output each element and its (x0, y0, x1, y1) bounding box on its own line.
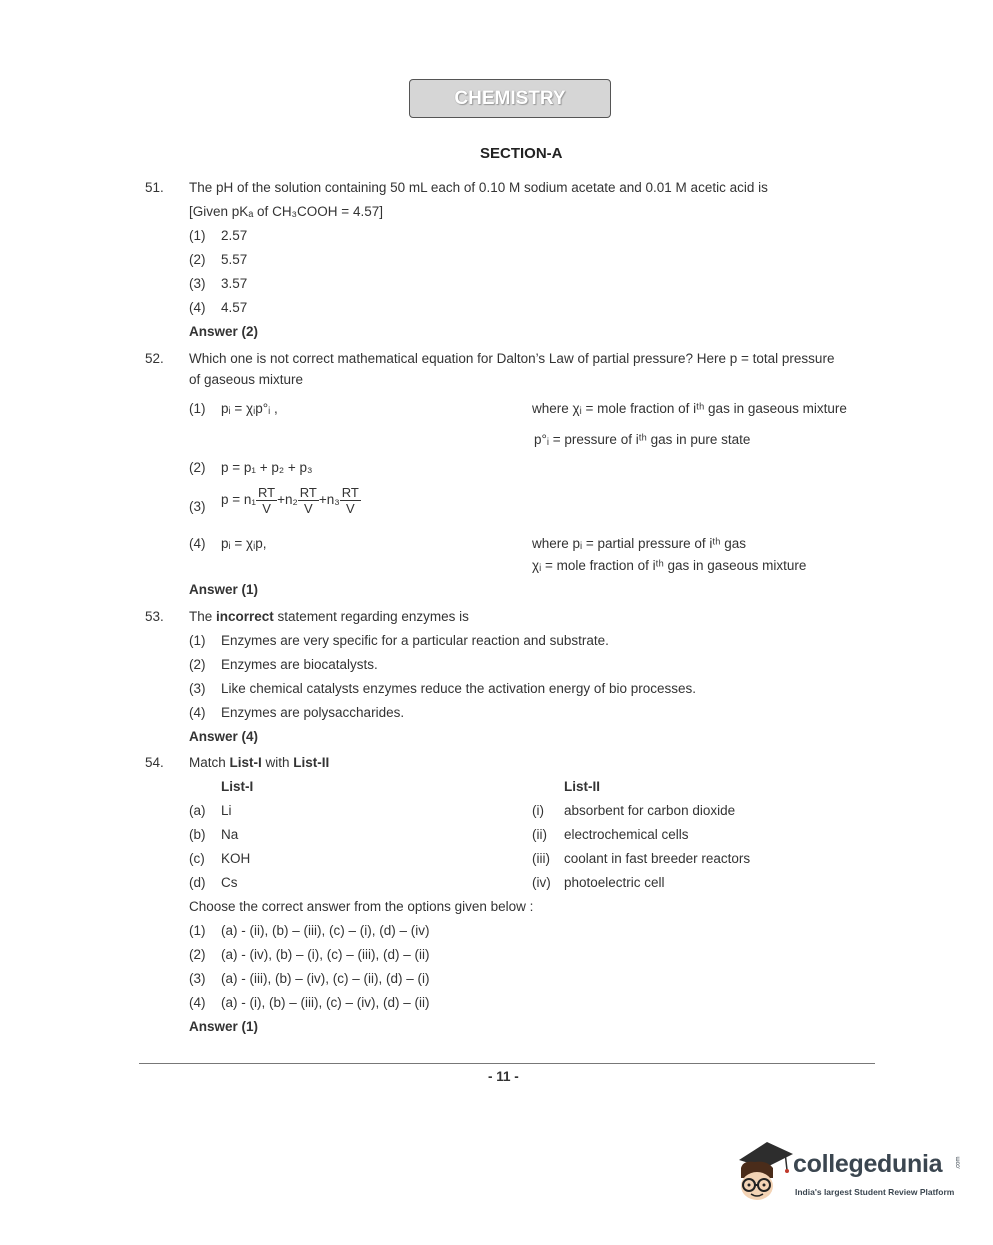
q52-option2-label: (2) (189, 460, 206, 475)
q54-option-label: (2) (189, 947, 206, 962)
q52-option1-label: (1) (189, 401, 206, 416)
q52-option2-equation: p = p₁ + p₂ + p₃ (221, 460, 313, 475)
q51-text: The pH of the solution containing 50 mL each of 0.10 M sodium acetate and 0.01 M acetic acid is (189, 180, 768, 195)
q51-option-value: 2.57 (221, 228, 248, 243)
q54-number: 54. (145, 755, 164, 770)
page-number: - 11 - (488, 1069, 519, 1084)
q54-text: Match List-I with List-II (189, 755, 330, 770)
q54-option-value: (a) - (iii), (b) – (iv), (c) – (ii), (d) – (i) (221, 971, 430, 986)
list2-value: absorbent for carbon dioxide (564, 803, 736, 818)
collegedunia-logo-text: collegedunia (793, 1150, 943, 1178)
list1-value: Cs (221, 875, 238, 890)
subject-title: CHEMISTRY (454, 87, 566, 109)
mascot-logo-icon (733, 1138, 795, 1208)
q51-option-label: (3) (189, 276, 206, 291)
q51-option-value: 4.57 (221, 300, 248, 315)
section-title: SECTION-A (480, 145, 563, 162)
list1-value: KOH (221, 851, 251, 866)
list2-value: coolant in fast breeder reactors (564, 851, 751, 866)
q53-option-value: Enzymes are biocatalysts. (221, 657, 378, 672)
q54-choose-text: Choose the correct answer from the options given below : (189, 899, 534, 914)
subject-header (409, 79, 611, 118)
q53-option-value: Enzymes are very specific for a particular reaction and substrate. (221, 633, 609, 648)
q51-answer: Answer (2) (189, 324, 259, 339)
q52-number: 52. (145, 351, 164, 366)
q54-option-value: (a) - (ii), (b) – (iii), (c) – (i), (d) – (iv) (221, 923, 430, 938)
q51-option-value: 5.57 (221, 252, 248, 267)
list2-value: electrochemical cells (564, 827, 689, 842)
list2-header: List-II (564, 779, 600, 794)
list1-header: List-I (221, 779, 254, 794)
q51-option-label: (2) (189, 252, 206, 267)
q54-option-value: (a) - (i), (b) – (iii), (c) – (iv), (d) – (ii) (221, 995, 430, 1010)
list1-label: (c) (189, 851, 205, 866)
q52-text-line1: Which one is not correct mathematical equation for Dalton’s Law of partial pressure? Here p = total pressure (189, 351, 835, 366)
q52-option1-note1: where χᵢ = mole fraction of iᵗʰ gas in gaseous mixture (532, 401, 847, 416)
q51-option-value: 3.57 (221, 276, 248, 291)
q54-answer: Answer (1) (189, 1019, 259, 1034)
q52-option4-equation: pᵢ = χᵢp, (221, 536, 267, 551)
q53-text: The incorrect statement regarding enzymes is (189, 609, 469, 624)
q52-option3-label: (3) (189, 499, 206, 514)
q52-option3-term3: +n₃ (318, 492, 340, 508)
fraction: $\frac{RT}{V}$ (341, 485, 359, 516)
list1-value: Li (221, 803, 232, 818)
q53-number: 53. (145, 609, 164, 624)
q52-option1-equation: pᵢ = χᵢp°ᵢ , (221, 401, 278, 416)
q52-answer: Answer (1) (189, 582, 259, 597)
q53-option-label: (3) (189, 681, 206, 696)
q52-option1-note2: p°ᵢ = pressure of iᵗʰ gas in pure state (534, 432, 751, 447)
footer-divider (139, 1063, 875, 1064)
q51-option-label: (4) (189, 300, 206, 315)
q53-option-label: (4) (189, 705, 206, 720)
q52-text-line2: of gaseous mixture (189, 372, 304, 387)
list1-label: (d) (189, 875, 206, 890)
q54-option-label: (3) (189, 971, 206, 986)
logo-tagline: India's largest Student Review Platform (795, 1187, 955, 1197)
q52-option4-label: (4) (189, 536, 206, 551)
q53-option-value: Like chemical catalysts enzymes reduce the activation energy of bio processes. (221, 681, 696, 696)
logo-domain-suffix: .com (955, 1156, 962, 1170)
list2-label: (iv) (532, 875, 551, 890)
q52-option4-note1: where pᵢ = partial pressure of iᵗʰ gas (532, 536, 746, 551)
q52-option3-equation (221, 485, 361, 516)
q53-answer: Answer (4) (189, 729, 259, 744)
q54-option-label: (4) (189, 995, 206, 1010)
list2-label: (i) (532, 803, 544, 818)
list1-label: (b) (189, 827, 206, 842)
q53-option-label: (2) (189, 657, 206, 672)
q54-option-label: (1) (189, 923, 206, 938)
q51-number: 51. (145, 180, 164, 195)
q52-option3-prefix: p = n₁ (221, 492, 256, 508)
list2-value: photoelectric cell (564, 875, 665, 890)
list1-label: (a) (189, 803, 206, 818)
q54-option-value: (a) - (iv), (b) – (i), (c) – (iii), (d) – (ii) (221, 947, 430, 962)
list2-label: (iii) (532, 851, 550, 866)
q52-option4-note2: χᵢ = mole fraction of iᵗʰ gas in gaseous mixture (532, 558, 807, 573)
fraction: $\frac{RT}{V}$ (299, 485, 317, 516)
q51-option-label: (1) (189, 228, 206, 243)
q51-given: [Given pKₐ of CH₃COOH = 4.57] (189, 204, 383, 219)
q53-option-label: (1) (189, 633, 206, 648)
list1-value: Na (221, 827, 239, 842)
fraction: $\frac{RT}{V}$ (257, 485, 276, 516)
q53-option-value: Enzymes are polysaccharides. (221, 705, 405, 720)
q52-option3-term2: +n₂ (277, 492, 298, 508)
list2-label: (ii) (532, 827, 547, 842)
